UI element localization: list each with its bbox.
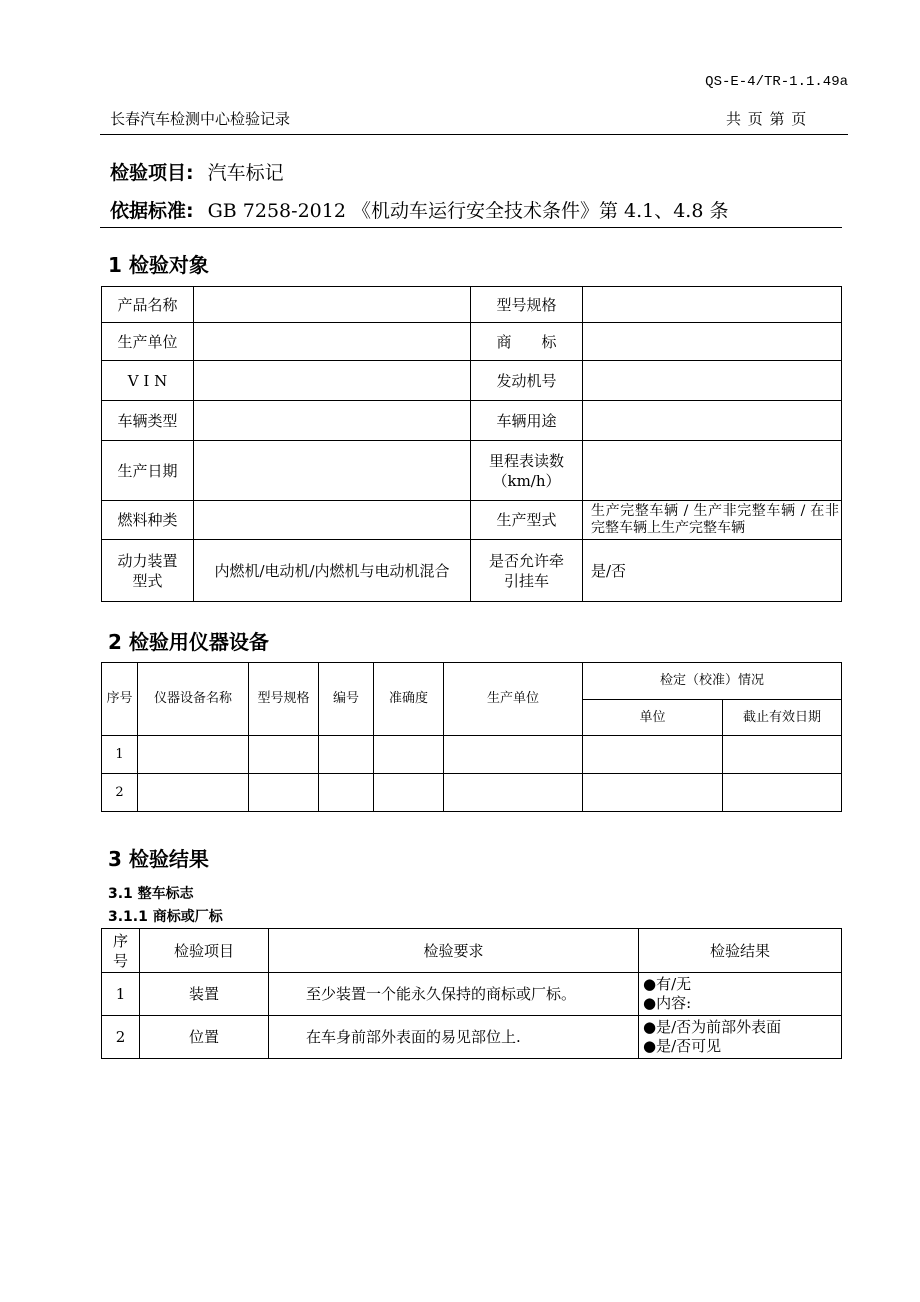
row-result: [639, 973, 842, 1016]
standard-label: 依据标准:: [110, 200, 194, 222]
standard-line: [110, 196, 728, 223]
cell-maker[interactable]: [444, 774, 583, 812]
section1-title: 1 检验对象: [108, 253, 209, 277]
label-power-unit-line2: 型式: [132, 571, 163, 590]
value-power-unit: 内燃机/电动机/内燃机与电动机混合: [194, 540, 471, 602]
row-seq: 1: [102, 736, 138, 774]
row-seq: 2: [102, 774, 138, 812]
table-row: [102, 1016, 842, 1059]
cell-cal-unit[interactable]: [583, 774, 723, 812]
cell-cal-date[interactable]: [723, 736, 842, 774]
value-model-spec[interactable]: [583, 287, 842, 323]
cell-model[interactable]: [249, 736, 319, 774]
title-divider: [100, 227, 842, 228]
result-option-front[interactable]: ●是/否为前部外表面: [643, 1018, 782, 1036]
cell-equipment-name[interactable]: [138, 774, 249, 812]
header-result: 检验结果: [639, 929, 842, 973]
label-vehicle-use: 车辆用途: [471, 401, 583, 441]
table-row: [102, 736, 842, 774]
value-product-name[interactable]: [194, 287, 471, 323]
page-info: 共 页 第 页: [726, 110, 808, 128]
label-power-unit: [102, 540, 194, 602]
header-seq-line2: 号: [112, 951, 128, 970]
cell-equipment-name[interactable]: [138, 736, 249, 774]
row-seq: 2: [102, 1016, 140, 1059]
row-seq: 1: [102, 973, 140, 1016]
header-seq: [102, 929, 140, 973]
label-fuel-type: 燃料种类: [102, 501, 194, 540]
result-option-visible[interactable]: ●是/否可见: [643, 1037, 722, 1055]
header-calibration: 检定（校准）情况: [583, 663, 842, 700]
cell-accuracy[interactable]: [374, 736, 444, 774]
header-seq-line1: 序: [112, 931, 128, 950]
label-manufacturer: 生产单位: [102, 323, 194, 361]
record-title: 长春汽车检测中心检验记录: [110, 110, 291, 128]
header-requirement: 检验要求: [269, 929, 639, 973]
header-number: 编号: [319, 663, 374, 736]
label-engine-number: 发动机号: [471, 361, 583, 401]
header-divider: [100, 134, 848, 135]
subsection-3-1-1: 3.1.1 商标或厂标: [108, 909, 223, 925]
label-model-spec: 型号规格: [471, 287, 583, 323]
result-option-content[interactable]: ●内容:: [643, 994, 692, 1012]
label-product-name: 产品名称: [102, 287, 194, 323]
label-odometer-line1: 里程表读数: [488, 451, 564, 470]
label-vehicle-type: 车辆类型: [102, 401, 194, 441]
header-model: 型号规格: [249, 663, 319, 736]
label-odometer: [471, 441, 583, 501]
header-cal-date: 截止有效日期: [723, 700, 842, 736]
row-requirement: 在车身前部外表面的易见部位上.: [269, 1016, 639, 1059]
header-maker: 生产单位: [444, 663, 583, 736]
table-row: [102, 973, 842, 1016]
row-item: 位置: [140, 1016, 269, 1059]
value-production-date[interactable]: [194, 441, 471, 501]
cell-number[interactable]: [319, 774, 374, 812]
value-vin[interactable]: [194, 361, 471, 401]
header-cal-unit: 单位: [583, 700, 723, 736]
equipment-table: [101, 662, 842, 812]
inspection-item-line: [110, 158, 284, 185]
label-trailer-allowed: [471, 540, 583, 602]
section3-title: 3 检验结果: [108, 847, 209, 871]
result-option-present[interactable]: ●有/无: [643, 975, 692, 993]
cell-maker[interactable]: [444, 736, 583, 774]
row-requirement: 至少装置一个能永久保持的商标或厂标。: [269, 973, 639, 1016]
label-vin: V I N: [102, 361, 194, 401]
label-odometer-line2: （km/h）: [492, 471, 561, 490]
results-table: [101, 928, 842, 1059]
label-trailer-line1: 是否允许牵: [488, 551, 564, 570]
label-trademark: 商 标: [471, 323, 583, 361]
row-result: [639, 1016, 842, 1059]
inspection-item-value: 汽车标记: [207, 162, 284, 184]
standard-value: GB 7258-2012 《机动车运行安全技术条件》第 4.1、4.8 条: [207, 200, 729, 222]
cell-cal-date[interactable]: [723, 774, 842, 812]
inspection-item-label: 检验项目:: [110, 162, 194, 184]
value-vehicle-type[interactable]: [194, 401, 471, 441]
cell-model[interactable]: [249, 774, 319, 812]
object-table: [101, 286, 842, 602]
cell-accuracy[interactable]: [374, 774, 444, 812]
table-row: [102, 774, 842, 812]
value-manufacturer[interactable]: [194, 323, 471, 361]
value-trailer-allowed: 是/否: [583, 540, 842, 602]
cell-number[interactable]: [319, 736, 374, 774]
value-engine-number[interactable]: [583, 361, 842, 401]
label-production-form: 生产型式: [471, 501, 583, 540]
document-code: QS-E-4/TR-1.1.49a: [705, 74, 848, 90]
section2-title: 2 检验用仪器设备: [108, 630, 269, 654]
label-production-date: 生产日期: [102, 441, 194, 501]
header-accuracy: 准确度: [374, 663, 444, 736]
value-vehicle-use[interactable]: [583, 401, 842, 441]
cell-cal-unit[interactable]: [583, 736, 723, 774]
value-odometer[interactable]: [583, 441, 842, 501]
value-trademark[interactable]: [583, 323, 842, 361]
subsection-3-1: 3.1 整车标志: [108, 886, 194, 902]
header-equipment-name: 仪器设备名称: [138, 663, 249, 736]
label-trailer-line2: 引挂车: [503, 571, 549, 590]
header-item: 检验项目: [140, 929, 269, 973]
value-fuel-type[interactable]: [194, 501, 471, 540]
row-item: 装置: [140, 973, 269, 1016]
header-seq: 序号: [102, 663, 138, 736]
value-production-form: 生产完整车辆 / 生产非完整车辆 / 在非完整车辆上生产完整车辆: [583, 501, 842, 540]
label-power-unit-line1: 动力装置: [117, 551, 178, 570]
